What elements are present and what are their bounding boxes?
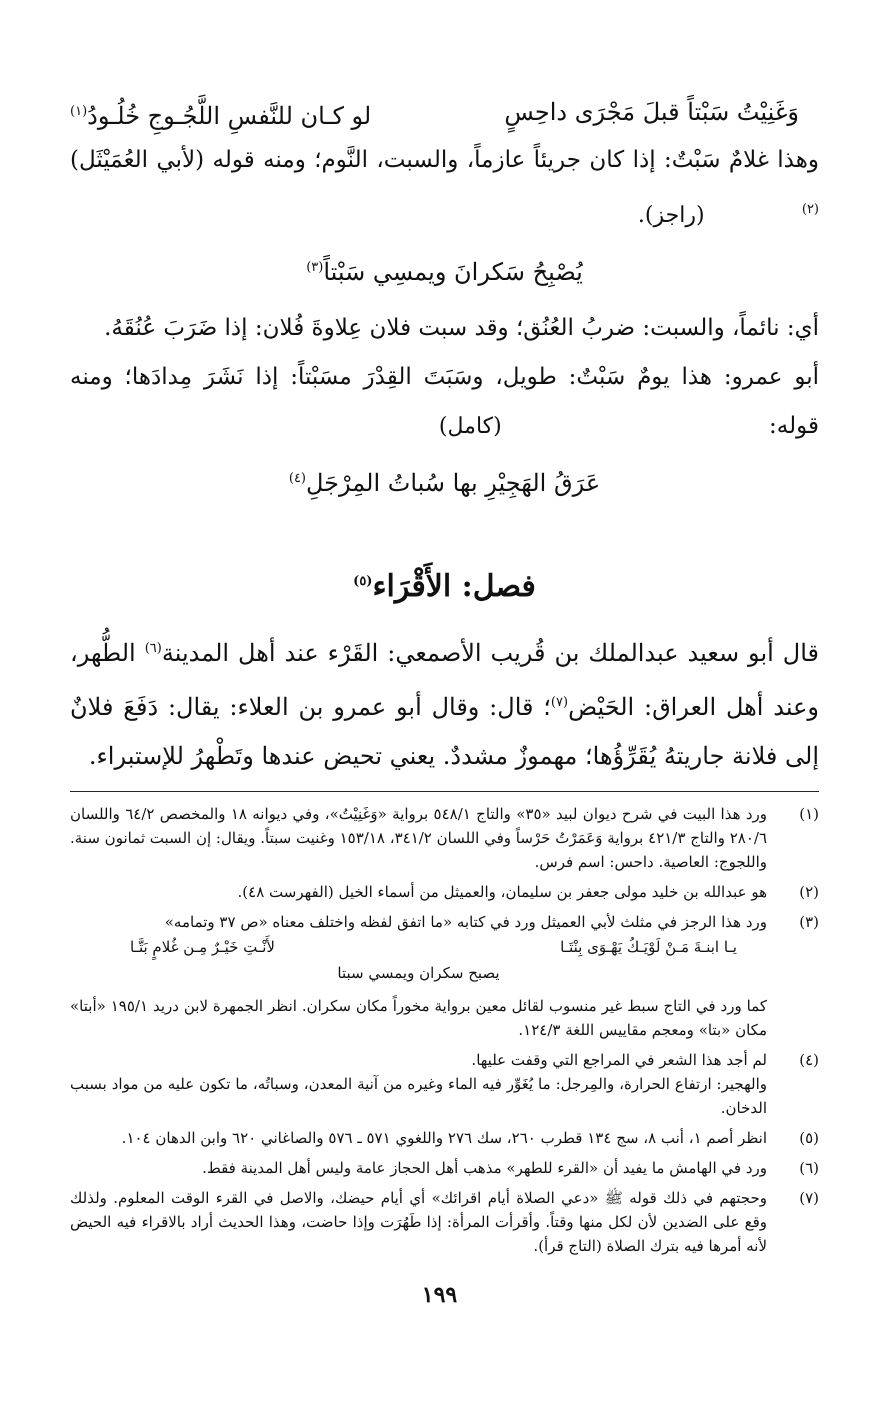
footnote-divider [70, 791, 819, 792]
footnote-1 [70, 802, 819, 874]
footnote-number: (٧) [799, 1188, 819, 1207]
footnote-ref[interactable]: (٥) [353, 573, 373, 589]
footnote-ref[interactable]: (٢) [801, 202, 819, 217]
footnote-text: والهجير: ارتفاع الحرارة، والمِرجل: ما يُغَوِّر فيه الماء وغيره من آنية المعدن، وسباتُه، ما تكون عليه من مواد بسبب الدخان. [70, 1074, 767, 1117]
paragraph-asmai: قال أبو سعيد عبدالملك بن قُريب الأصمعي: القَرْء عند أهل المدينة$^{(٦)}$ الطُّهر، وعند أهل العراق: الحَيْض$^{(٧)}$؛ قال: وقال أبو عمرو بن العلاء: يقال: دَفَعَ فلانٌ إلى فلانة جاريتهُ يُقَرِّؤُها؛ مهموزٌ مشددٌ. يعني تحيض عندها وتَطْهرُ للإستبراء. [70, 638, 819, 770]
footnote-verse-right: يـا ابنـةَ مَـنْ لَوْيَـكُ يَهْـوَى بِنْتَـا [560, 937, 737, 956]
footnote-verse-left: لأَنْـتِ خَيْـرٌ مِـن غُلامٍ بَتَّـا [130, 937, 275, 956]
page-number: ١٩٩ [421, 1282, 458, 1308]
footnote-verse-center: يصبح سكران ويمسي سبتا [337, 963, 500, 982]
footnote-number: (٥) [799, 1128, 819, 1147]
footnotes [70, 802, 819, 1258]
footnote-ref[interactable]: (٦) [144, 640, 162, 656]
footnote-text: كما ورد في التاج سبط غير منسوب لقائل معين برواية مخوراً مكان سكران. انظر الجمهرة لابن دريد ١٩٥/١ «أبتا» مكان «بتا» ومعجم مقاييس اللغة ١٢٤/٣. [70, 996, 767, 1039]
verse-rajaz: يُصْبِحُ سَكرانَ ويمسِي سَبْتاً$^{(٣)}$ [306, 257, 583, 286]
footnote-7 [70, 1186, 819, 1258]
footnote-ref[interactable]: (٧) [550, 694, 569, 710]
footnote-text: ورد هذا البيت في شرح ديوان لبيد «٣٥» والتاج ٥٤٨/١ برواية «وَغَنِيْتُ»، وفي ديوانه ١٨ والمخصص ٦٤/٢ واللسان ٢٨٠/٦ والتاج ٤٢١/٣ برواية وَعَمَرْتُ حَرْساً وفي اللسان ٣٤١/٢، ١٥٣/١٨ وغنيت سبتاً. ويقال: إن السبت ثمانون سنة. واللجوج: العاصية. داحس: اسم فرس. [70, 804, 768, 871]
paragraph-sabt-neck: أي: نائماً، والسبت: ضربُ العُنُق؛ وقد سبت فلان عِلاوةَ فُلان: إذا ضَرَبَ عُنُقَهُ. [104, 314, 819, 341]
footnote-text: لم أجد هذا الشعر في المراجع التي وقفت عليها. [471, 1050, 767, 1069]
paragraph-abu-amr: أبو عمرو: هذا يومٌ سَبْتٌ: طويل، وسَبَتَ القِدْرَ مسَبْتاً: إذا نَشَرَ مِدادَها؛ ومنه قوله: (كامل) [70, 353, 819, 451]
verse-hemistich-left: لو كـان للنَّفسِ اللَّجُـوجِ خُلُـودُ$^{(١)}$ [70, 102, 372, 130]
footnote-text: انظر أصم ١، أنب ٨، سج ١٣٤ قطرب ٢٦٠، سك ٢٧٦ واللغوي ٥٧١ ـ ٥٧٦ والصاغاني ٦٢٠ وابن الدهان ١٠٤. [121, 1128, 767, 1147]
footnote-ref[interactable]: (٤) [288, 470, 306, 486]
paragraph-sabt-meaning: وهذا غلامٌ سَبْتٌ: إذا كان جريئاً عازماً، والسبت، النَّوم؛ ومنه قوله (لأبي العُمَيْثَل)$^{(٢)}$ (راجز). [70, 136, 819, 240]
footnote-3 [70, 910, 819, 1042]
footnote-number: (٢) [799, 882, 819, 901]
footnote-number: (٣) [799, 912, 819, 931]
section-title: فصل: الأَقْرَاء$^{(٥)}$ [353, 568, 536, 604]
footnote-5 [70, 1126, 819, 1150]
meter-label: (كامل) [438, 413, 502, 439]
meter-label: (راجز). [637, 202, 705, 228]
verse-lebid [70, 92, 799, 136]
footnote-4 [70, 1048, 819, 1120]
footnote-text: ورد في الهامش ما يفيد أن «القرء للطهر» مذهب أهل الحجاز عامة وليس أهل المدينة فقط. [202, 1158, 767, 1177]
footnote-text: هو عبدالله بن خليد مولى جعفر بن سليمان، والعميثل من أسماء الخيل (الفهرست ٤٨). [237, 882, 767, 901]
footnote-ref[interactable]: (١) [70, 104, 88, 119]
verse-kamil: عَرَقُ الهَجِيْرِ بها سُباتُ المِرْجَلِ$^{(٤)}$ [288, 468, 601, 497]
verse-hemistich-right: وَغَنِيْتُ سَبْتاً قبلَ مَجْرَى داحِسٍ [504, 98, 799, 126]
footnote-6 [70, 1156, 819, 1180]
footnote-verse [70, 934, 767, 960]
footnote-text: وحجتهم في ذلك قوله ﷺ «دعي الصلاة أيام اقرائك» أي أيام حيضك، والاصل في القرء الوقت المعلوم. ولذلك وقع على الضدين لأن لكل منها وقتاً. وأقرأت المرأة: إذا طَهُرَت وإذا حاضت، وهذا الحديث أراد بالاقراء فيه الحيض لأنه أمرها فيه بترك الصلاة (التاج قرأ). [70, 1188, 767, 1255]
footnote-2 [70, 880, 819, 904]
footnote-ref[interactable]: (٣) [306, 259, 324, 275]
footnote-text: ورد هذا الرجز في مثلث لأبي العميثل ورد في كتابه «ما اتفق لفظه واختلف معناه «ص ٣٧ وتمامه» [164, 912, 767, 931]
footnote-number: (٦) [799, 1158, 819, 1177]
footnote-number: (١) [799, 804, 819, 823]
footnote-number: (٤) [799, 1050, 819, 1069]
